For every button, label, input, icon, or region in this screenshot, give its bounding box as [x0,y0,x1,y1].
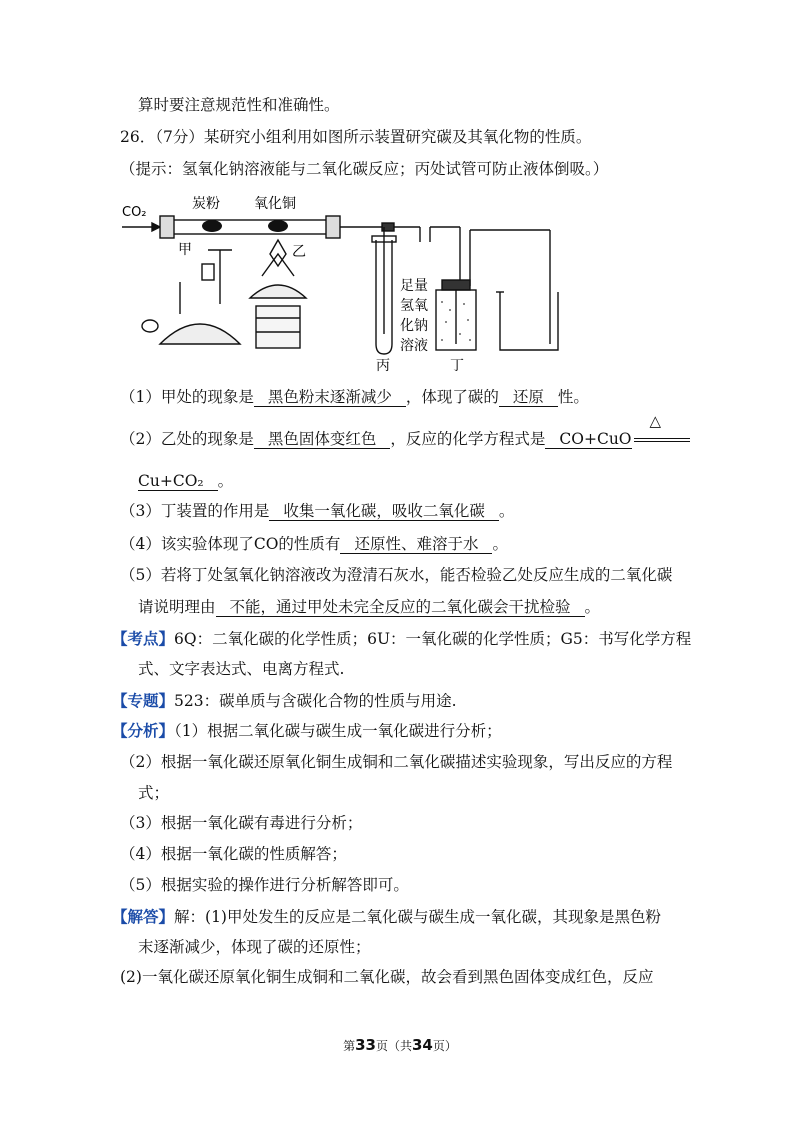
q2-equation-right: Cu+CO₂ [138,472,218,491]
yi-label: 乙 [292,244,306,260]
co2-label: CO₂ [122,205,147,220]
bing-label: 丙 [376,358,390,374]
q5-line-2: 请说明理由 不能，通过甲处未完全反应的二氧化碳会干扰检验 。 [138,598,601,616]
page-footer: 第33页（共34页） [343,1036,457,1054]
naoh-label-1: 足量 [400,278,428,294]
q4-answer: 还原性、难溶于水 [340,535,492,554]
zhuanti-tag: 【专题】 [112,691,175,710]
q4-line: （4）该实验体现了CO的性质有 还原性、难溶于水 。 [120,535,508,553]
question-title: 26．（7分）某研究小组利用如图所示装置研究碳及其氧化物的性质。 [120,128,592,146]
fenxi-line: 【分析】（1）根据二氧化碳与碳生成一氧化碳进行分析； [112,721,502,740]
q1-answer-2: 还原 [499,388,558,407]
q2-line: （2）乙处的现象是 黑色固体变红色 ，反应的化学方程式是 CO+CuO △ [120,428,690,450]
q2-equation-left: CO+CuO [545,430,631,449]
yanghuatong-label: 氧化铜 [254,196,296,212]
jieda-line-2: 末逐渐减少，体现了碳的还原性； [138,938,371,956]
fenxi-tag: 【分析】 [112,721,175,740]
tanfen-label: 炭粉 [192,196,220,212]
naoh-label-2: 氢氧 [400,298,428,314]
zhuanti-line: 【专题】523：碳单质与含碳化合物的性质与用途. [112,691,457,710]
q1-answer-1: 黑色粉末逐渐减少 [254,388,406,407]
jieda-tag: 【解答】 [112,907,175,926]
jieda-line: 【解答】解：(1)甲处发生的反应是二氧化碳与碳生成一氧化碳，其现象是黑色粉 [112,907,661,926]
jieda-line-3: (2)一氧化碳还原氧化铜生成铜和二氧化碳，故会看到黑色固体变成红色，反应 [120,968,654,986]
fenxi-line-3: 式； [138,784,170,802]
naoh-label-4: 溶液 [400,338,428,354]
q3-line: （3）丁装置的作用是 收集一氧化碳，吸收二氧化碳 。 [120,502,515,520]
q1-line: （1）甲处的现象是 黑色粉末逐渐减少 ，体现了碳的 还原 性。 [120,388,589,406]
apparatus-diagram [120,194,560,374]
kaodian-line-2: 式、文字表达式、电离方程式. [138,660,345,678]
fenxi-line-6: （5）根据实验的操作进行分析解答即可。 [120,876,409,894]
jia-label: 甲 [178,242,192,258]
naoh-label-3: 化钠 [400,318,428,334]
fenxi-line-2: （2）根据一氧化碳还原氧化铜生成铜和二氧化碳描述实验现象，写出反应的方程 [120,753,673,771]
kaodian-tag: 【考点】 [112,629,175,648]
q5-answer: 不能，通过甲处未完全反应的二氧化碳会干扰检验 [216,598,585,617]
fenxi-line-5: （4）根据一氧化碳的性质解答； [120,845,347,863]
q5-line: （5）若将丁处氢氧化钠溶液改为澄清石灰水，能否检验乙处反应生成的二氧化碳 [120,566,673,584]
q3-answer: 收集一氧化碳，吸收二氧化碳 [269,502,499,521]
page-total: 34 [412,1036,433,1054]
q2-answer-1: 黑色固体变红色 [254,430,391,449]
fenxi-line-4: （3）根据一氧化碳有毒进行分析； [120,814,363,832]
text-line: 算时要注意规范性和准确性。 [138,96,340,114]
page-number: 33 [355,1036,376,1054]
q2-line-2: Cu+CO₂ 。 [138,472,234,490]
kaodian-line: 【考点】6Q：二氧化碳的化学性质；6U：一氧化碳的化学性质；G5：书写化学方程 [112,629,692,648]
ding-label: 丁 [450,358,464,374]
hint-line: （提示：氢氧化钠溶液能与二氧化碳反应；丙处试管可防止液体倒吸。） [120,160,609,178]
reaction-condition: △ [632,428,690,450]
